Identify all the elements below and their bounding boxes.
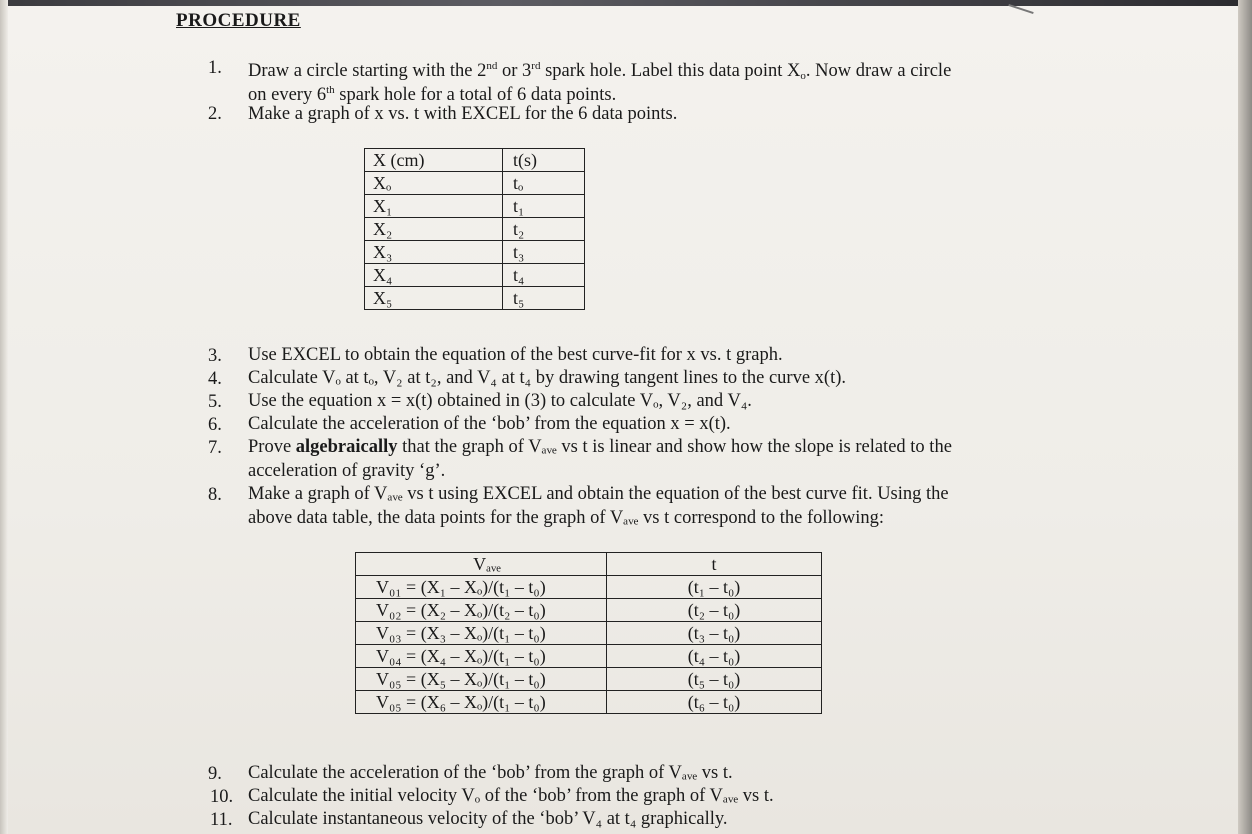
step-text: spark hole. Label this data point X xyxy=(540,61,801,81)
table-cell: (t₆ – t₀) xyxy=(607,691,822,714)
superscript: nd xyxy=(486,60,498,72)
monitor-top-edge xyxy=(0,0,1252,6)
step-7-line-1 xyxy=(248,436,1048,459)
step-9-text: Calculate the acceleration of the ‘bob’ from the graph of Vₐᵥₑ vs t. xyxy=(248,763,733,783)
step-number: 9. xyxy=(208,764,222,784)
subscript: o xyxy=(800,70,806,82)
table-header-cell: t xyxy=(607,553,822,576)
page-right-edge xyxy=(1238,0,1252,834)
step-number: 4. xyxy=(208,369,222,389)
emphasis-text: algebraically xyxy=(295,437,398,457)
superscript: th xyxy=(326,84,335,96)
step-number: 3. xyxy=(208,346,222,366)
table-cell: t₅ xyxy=(503,287,585,310)
table-row xyxy=(365,241,585,264)
table-cell: X₂ xyxy=(365,218,503,241)
table-cell: (t₃ – t₀) xyxy=(607,622,822,645)
table-cell: (t₁ – t₀) xyxy=(607,576,822,599)
step-text: that the graph of Vₐᵥₑ vs t is linear and show how the slope is related to the xyxy=(397,437,952,457)
table-row xyxy=(365,172,585,195)
step-number: 1. xyxy=(208,58,222,78)
data-table-vave-vs-t xyxy=(355,552,822,714)
step-text: spark hole for a total of 6 data points. xyxy=(334,85,617,105)
table-header-row xyxy=(356,553,822,576)
table-cell: V₀₂ = (X₂ – Xₒ)/(t₂ – t₀) xyxy=(356,599,607,622)
step-number: 2. xyxy=(208,104,222,124)
table-cell: V₀₅ = (X₅ – Xₒ)/(t₁ – t₀) xyxy=(356,668,607,691)
table-header-cell: t(s) xyxy=(503,149,585,172)
page-left-edge xyxy=(0,0,8,834)
table-header-cell: X (cm) xyxy=(365,149,503,172)
table-cell: (t₄ – t₀) xyxy=(607,645,822,668)
step-number: 7. xyxy=(208,438,222,458)
step-10-text: Calculate the initial velocity Vₒ of the ‘bob’ from the graph of Vₐᵥₑ vs t. xyxy=(248,786,774,806)
step-4-text: Calculate Vₒ at tₒ, V₂ at t₂, and V₄ at t₄ by drawing tangent lines to the curve x(t). xyxy=(248,368,846,388)
table-row xyxy=(356,622,822,645)
step-5-text: Use the equation x = x(t) obtained in (3) to calculate Vₒ, V₂, and V₄. xyxy=(248,391,752,411)
table-cell: X₅ xyxy=(365,287,503,310)
table-cell: X₁ xyxy=(365,195,503,218)
table-header-row xyxy=(365,149,585,172)
step-6-text: Calculate the acceleration of the ‘bob’ from the equation x = x(t). xyxy=(248,414,731,434)
step-7-line-2: acceleration of gravity ‘g’. xyxy=(248,461,446,481)
table-cell: Xₒ xyxy=(365,172,503,195)
table-cell: t₄ xyxy=(503,264,585,287)
table-cell: V₀₅ = (X₆ – Xₒ)/(t₁ – t₀) xyxy=(356,691,607,714)
table-cell: (t₂ – t₀) xyxy=(607,599,822,622)
table-cell: V₀₄ = (X₄ – Xₒ)/(t₁ – t₀) xyxy=(356,645,607,668)
data-table-x-vs-t xyxy=(364,148,585,310)
superscript: rd xyxy=(531,60,541,72)
table-row xyxy=(356,576,822,599)
table-row xyxy=(365,195,585,218)
step-number: 8. xyxy=(208,485,222,505)
table-cell: t₁ xyxy=(503,195,585,218)
table-row xyxy=(356,599,822,622)
table-row xyxy=(356,645,822,668)
step-number: 10. xyxy=(210,787,234,807)
section-heading: PROCEDURE xyxy=(176,10,301,31)
step-number: 6. xyxy=(208,415,222,435)
step-number: 5. xyxy=(208,392,222,412)
step-2-text: Make a graph of x vs. t with EXCEL for the 6 data points. xyxy=(248,104,678,124)
table-cell: X₄ xyxy=(365,264,503,287)
table-row xyxy=(356,668,822,691)
step-text: on every 6 xyxy=(248,85,327,105)
table-cell: V₀₁ = (X₁ – Xₒ)/(t₁ – t₀) xyxy=(356,576,607,599)
step-text: or 3 xyxy=(497,61,532,81)
table-row xyxy=(365,264,585,287)
step-text: . Now draw a circle xyxy=(805,61,952,81)
step-3-text: Use EXCEL to obtain the equation of the best curve-fit for x vs. t graph. xyxy=(248,345,783,365)
table-row xyxy=(365,218,585,241)
step-8-line-2: above data table, the data points for the graph of Vₐᵥₑ vs t correspond to the following: xyxy=(248,508,885,528)
table-row xyxy=(365,287,585,310)
table-cell: (t₅ – t₀) xyxy=(607,668,822,691)
table-cell: tₒ xyxy=(503,172,585,195)
step-11-text: Calculate instantaneous velocity of the ‘bob’ V₄ at t₄ graphically. xyxy=(248,809,728,829)
step-text: Prove xyxy=(248,437,296,457)
step-8-line-1: Make a graph of Vₐᵥₑ vs t using EXCEL and obtain the equation of the best curve fit. Using the xyxy=(248,484,949,504)
table-row xyxy=(356,691,822,714)
step-number: 11. xyxy=(210,810,233,830)
step-text: Draw a circle starting with the 2 xyxy=(248,61,487,81)
table-cell: t₂ xyxy=(503,218,585,241)
table-cell: X₃ xyxy=(365,241,503,264)
table-cell: V₀₃ = (X₃ – Xₒ)/(t₁ – t₀) xyxy=(356,622,607,645)
table-header-cell: Vₐᵥₑ xyxy=(356,553,607,576)
table-cell: t₃ xyxy=(503,241,585,264)
